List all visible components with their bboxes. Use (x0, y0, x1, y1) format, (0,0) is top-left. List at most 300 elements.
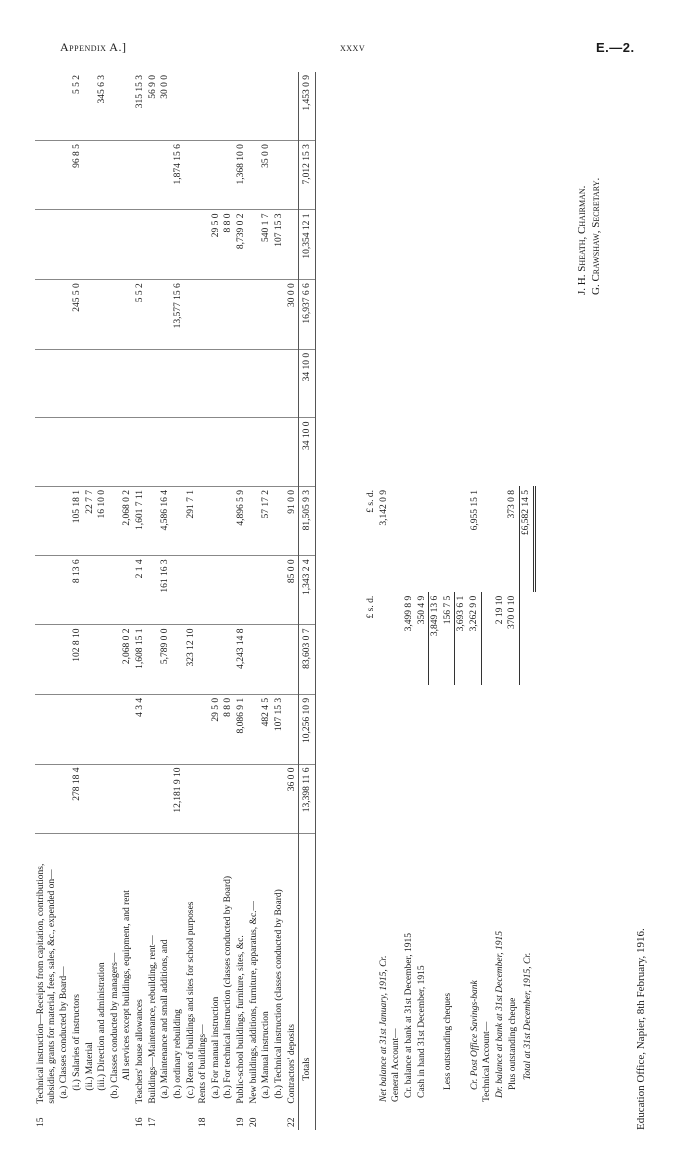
rotated-page-body (35, 30, 665, 1130)
row-amount: 56 9 0 (147, 72, 160, 141)
row-amount (134, 210, 147, 280)
row-number: 16 (135, 1117, 145, 1127)
row-amount (197, 625, 210, 694)
row-number (273, 1107, 286, 1130)
row-amount (273, 625, 286, 694)
row-amount (147, 280, 160, 350)
row-amount: 29 5 0 (210, 694, 223, 764)
row-amount (96, 694, 109, 764)
recon-line: Cr. Post Office Savings-bank (469, 980, 480, 1090)
row-amount (210, 349, 223, 418)
row-number (210, 1107, 223, 1130)
row-number (109, 1107, 122, 1130)
total-amount: 1,343 2 4 (298, 556, 316, 625)
row-amount: 16 10 0 (96, 487, 109, 556)
row-amount (235, 764, 248, 834)
recon-line: Plus outstanding cheque (507, 997, 518, 1090)
row-amount (248, 72, 261, 141)
recon-header: £ s. d. (366, 490, 376, 513)
table-row (71, 72, 84, 1130)
recon-line: General Account— (391, 1028, 402, 1102)
totals-row (298, 72, 316, 1130)
row-amount (147, 418, 160, 487)
recon-value: 2 19 10 (494, 595, 505, 625)
table-row (197, 72, 210, 1130)
row-amount (84, 764, 97, 834)
row-amount (235, 280, 248, 350)
row-amount (222, 141, 235, 210)
row-description: (b.) Classes conducted by managers— (109, 952, 120, 1099)
row-amount (147, 625, 160, 694)
recon-header: £ s. d. (366, 595, 376, 619)
row-amount (172, 556, 185, 625)
row-description: (a.) Manual instruction (261, 1011, 272, 1099)
row-amount (197, 487, 210, 556)
row-amount (147, 764, 160, 834)
row-amount (58, 210, 71, 280)
signature-block (575, 178, 604, 295)
recon-total: £6,582 14 5 (520, 486, 535, 592)
row-number (172, 1107, 185, 1130)
row-amount: 4,896 5 9 (235, 487, 248, 556)
row-amount: 36 0 0 (286, 764, 299, 834)
row-amount (58, 418, 71, 487)
row-amount (147, 694, 160, 764)
row-description: All services except buildings, equipment, and rent (122, 890, 133, 1081)
row-amount (109, 487, 122, 556)
recon-line: Net balance at 31st January, 1915, Cr. (378, 955, 389, 1102)
row-description: Technical instruction—Receipts from capitation, contributions, subsidies, grants for material, fees, sales, &c., expended on— (36, 863, 57, 1104)
row-amount (159, 141, 172, 210)
row-amount (159, 280, 172, 350)
row-amount (35, 764, 58, 834)
row-amount: 1,368 10 0 (235, 141, 248, 210)
row-amount: 102 8 10 (71, 625, 84, 694)
row-number (185, 1107, 198, 1130)
row-amount (96, 280, 109, 350)
row-amount: 29 5 0 (210, 210, 223, 280)
row-amount (96, 556, 109, 625)
row-amount (286, 694, 299, 764)
row-amount (197, 280, 210, 350)
table-row (147, 72, 160, 1130)
totals-label: Totals (298, 834, 316, 1107)
row-number (159, 1107, 172, 1130)
table-row (235, 72, 248, 1130)
row-amount: 8 13 6 (71, 556, 84, 625)
row-amount (58, 72, 71, 141)
row-amount (286, 349, 299, 418)
expenditure-table (35, 72, 316, 1130)
row-number (96, 1107, 109, 1130)
table-row (260, 72, 273, 1130)
row-amount (210, 556, 223, 625)
recon-line: Less outstanding cheques (443, 992, 454, 1090)
row-amount (84, 556, 97, 625)
row-amount (248, 210, 261, 280)
row-amount: 85 0 0 (286, 556, 299, 625)
row-amount (147, 487, 160, 556)
row-amount (286, 141, 299, 210)
row-amount (185, 141, 198, 210)
row-amount (260, 72, 273, 141)
row-amount (273, 418, 286, 487)
row-amount (147, 210, 160, 280)
row-amount: 5,789 0 0 (159, 625, 172, 694)
row-amount: 107 15 3 (273, 694, 286, 764)
total-amount: 83,603 0 7 (298, 625, 316, 694)
row-amount (286, 210, 299, 280)
row-amount (286, 418, 299, 487)
row-amount: 245 5 0 (71, 280, 84, 350)
row-amount: 1,601 7 11 (134, 487, 147, 556)
row-amount (109, 210, 122, 280)
row-amount (159, 349, 172, 418)
row-amount (121, 141, 134, 210)
row-amount (248, 349, 261, 418)
row-amount (273, 141, 286, 210)
row-amount: 22 7 7 (84, 487, 97, 556)
row-amount: 8,739 0 2 (235, 210, 248, 280)
row-amount: 8 8 0 (222, 210, 235, 280)
row-amount (185, 556, 198, 625)
row-amount: 291 7 1 (185, 487, 198, 556)
row-amount (185, 280, 198, 350)
row-amount (172, 349, 185, 418)
row-description: (a.) Classes conducted by Board— (59, 966, 70, 1099)
row-amount (248, 418, 261, 487)
row-amount (210, 625, 223, 694)
total-amount: 81,505 9 3 (298, 487, 316, 556)
row-amount (134, 418, 147, 487)
row-amount (35, 694, 58, 764)
row-amount: 278 18 4 (71, 764, 84, 834)
table-row (96, 72, 109, 1130)
total-amount: 10,256 10 9 (298, 694, 316, 764)
row-amount (58, 487, 71, 556)
row-description: (iii.) Direction and administration (97, 962, 108, 1091)
row-amount (71, 349, 84, 418)
row-amount (185, 418, 198, 487)
row-amount (109, 72, 122, 141)
row-amount (197, 141, 210, 210)
row-amount (210, 141, 223, 210)
table-row (35, 72, 58, 1130)
row-amount (147, 141, 160, 210)
row-amount (197, 694, 210, 764)
row-amount: 30 0 0 (286, 280, 299, 350)
row-number: 17 (147, 1117, 158, 1127)
row-amount (96, 141, 109, 210)
row-amount (109, 625, 122, 694)
table-row (109, 72, 122, 1130)
row-amount (185, 210, 198, 280)
row-amount (222, 280, 235, 350)
row-description: (b.) For technical instruction (classes conducted by Board) (223, 875, 234, 1099)
row-amount (96, 764, 109, 834)
row-amount (222, 487, 235, 556)
row-amount (35, 280, 58, 350)
row-amount: 540 1 7 (260, 210, 273, 280)
row-amount (96, 210, 109, 280)
row-amount (248, 556, 261, 625)
recon-line: Technical Account— (482, 1021, 493, 1102)
row-amount (222, 72, 235, 141)
row-amount (248, 625, 261, 694)
row-amount (121, 72, 134, 141)
recon-subtotal: 3,693 6 1 (456, 595, 467, 632)
row-amount (35, 556, 58, 625)
row-description: (a.) For manual instruction (210, 996, 221, 1099)
row-number (222, 1107, 235, 1130)
row-amount (222, 625, 235, 694)
row-amount (109, 694, 122, 764)
row-amount (260, 280, 273, 350)
row-amount (134, 141, 147, 210)
recon-subtotal: 3,849 13 6 (430, 595, 441, 637)
row-description: Public-school buildings, furniture, sites, &c. (236, 935, 246, 1104)
row-amount: 1,874 15 6 (172, 141, 185, 210)
row-amount (121, 418, 134, 487)
row-amount (197, 72, 210, 141)
row-amount (35, 349, 58, 418)
row-amount: 91 0 0 (286, 487, 299, 556)
row-amount (147, 349, 160, 418)
recon-value: 3,499 8 9 (403, 595, 414, 632)
row-amount (235, 418, 248, 487)
row-amount (71, 418, 84, 487)
row-amount (222, 349, 235, 418)
row-amount (71, 210, 84, 280)
row-amount: 107 15 3 (273, 210, 286, 280)
row-amount (35, 418, 58, 487)
row-number (84, 1107, 97, 1130)
row-amount: 5 5 2 (134, 280, 147, 350)
row-amount (235, 72, 248, 141)
row-amount (159, 694, 172, 764)
row-description: (ii.) Material (84, 1042, 95, 1091)
row-amount: 482 4 5 (260, 694, 273, 764)
row-amount (121, 556, 134, 625)
row-amount (121, 210, 134, 280)
row-description: (a.) Maintenance and small additions, and (160, 939, 171, 1099)
row-amount (222, 418, 235, 487)
row-amount (35, 141, 58, 210)
recon-line (365, 685, 378, 1106)
row-amount (273, 487, 286, 556)
row-amount: 4,243 14 8 (235, 625, 248, 694)
total-amount: 13,398 11 6 (298, 764, 316, 834)
row-amount (222, 556, 235, 625)
row-amount (109, 418, 122, 487)
row-amount (248, 280, 261, 350)
row-amount (197, 556, 210, 625)
row-amount (273, 280, 286, 350)
row-amount (84, 72, 97, 141)
table-row (248, 72, 261, 1130)
table-row (172, 72, 185, 1130)
row-amount (58, 625, 71, 694)
header-reference: E.—2. (596, 40, 635, 55)
row-amount (84, 418, 97, 487)
row-amount (273, 764, 286, 834)
row-number: 22 (286, 1117, 297, 1127)
row-amount (172, 487, 185, 556)
row-amount (84, 694, 97, 764)
row-description: Buildings—Maintenance, rebuilding, rent— (147, 935, 158, 1104)
row-amount (84, 210, 97, 280)
row-amount (58, 764, 71, 834)
row-amount (35, 625, 58, 694)
row-amount (109, 764, 122, 834)
total-amount: 34 10 0 (298, 349, 316, 418)
row-amount (121, 694, 134, 764)
row-description: (i.) Salaries of instructors (71, 994, 82, 1091)
total-amount: 7,012 15 3 (298, 141, 316, 210)
row-description: Rents of buildings— (198, 1024, 209, 1104)
row-amount: 8 8 0 (222, 694, 235, 764)
total-amount: 16,937 6 6 (298, 280, 316, 350)
row-amount (260, 625, 273, 694)
header-left: Appendix A.] (60, 40, 127, 54)
row-amount (197, 210, 210, 280)
row-amount (248, 694, 261, 764)
recon-value: 156 7 5 (442, 592, 455, 686)
row-amount (35, 210, 58, 280)
row-amount (185, 349, 198, 418)
table-row (58, 72, 71, 1130)
row-amount: 315 15 3 (134, 72, 147, 141)
row-description: (b.) ordinary rebuilding (172, 1009, 183, 1099)
recon-value: 370 0 10 (506, 592, 519, 686)
signature-chairman: J. H. Sheath, Chairman. (576, 185, 588, 295)
row-amount (210, 764, 223, 834)
row-amount (35, 72, 58, 141)
table-row (159, 72, 172, 1130)
table-row (121, 72, 134, 1130)
row-amount (58, 280, 71, 350)
row-description: (b.) Technical instruction (classes conducted by Board) (273, 889, 284, 1099)
row-amount (210, 487, 223, 556)
row-amount (121, 280, 134, 350)
recon-line: Cash in hand 31st December, 1915 (417, 965, 427, 1098)
row-number (71, 1107, 84, 1130)
row-description: Teachers' house allowances (135, 999, 145, 1104)
recon-line: Cr. balance at bank at 31st December, 1915 (403, 932, 414, 1098)
row-amount (260, 764, 273, 834)
row-amount (235, 556, 248, 625)
row-amount (84, 349, 97, 418)
recon-line: Total at 31st December, 1915, Cr. (522, 952, 533, 1080)
row-amount (248, 487, 261, 556)
balance-reconciliation (365, 486, 536, 1106)
row-amount (260, 349, 273, 418)
recon-value: 3,142 0 9 (378, 490, 389, 526)
row-amount (84, 625, 97, 694)
row-amount (159, 210, 172, 280)
row-amount (96, 418, 109, 487)
row-amount: 8,086 9 1 (235, 694, 248, 764)
row-amount (84, 280, 97, 350)
recon-line: Dr. balance at bank at 31st December, 1915 (494, 930, 505, 1098)
row-amount (260, 556, 273, 625)
row-amount (134, 764, 147, 834)
row-amount: 30 0 0 (159, 72, 172, 141)
row-amount: 345 6 3 (96, 72, 109, 141)
table-row (273, 72, 286, 1130)
row-number: 15 (36, 1117, 46, 1127)
row-amount (109, 141, 122, 210)
table-row (185, 72, 198, 1130)
row-amount (286, 625, 299, 694)
row-amount (273, 349, 286, 418)
row-amount (260, 418, 273, 487)
row-amount: 4,586 16 4 (159, 487, 172, 556)
row-amount (84, 141, 97, 210)
row-amount: 12,181 9 10 (172, 764, 185, 834)
row-amount: 96 8 5 (71, 141, 84, 210)
row-amount: 13,577 15 6 (172, 280, 185, 350)
row-amount (172, 418, 185, 487)
row-amount (35, 487, 58, 556)
table-row (286, 72, 299, 1130)
row-amount: 323 12 10 (185, 625, 198, 694)
table-row (84, 72, 97, 1130)
row-amount (58, 141, 71, 210)
table-row (134, 72, 147, 1130)
total-amount: 34 10 0 (298, 418, 316, 487)
row-amount (197, 418, 210, 487)
row-amount (197, 349, 210, 418)
row-amount (185, 764, 198, 834)
row-amount (134, 349, 147, 418)
row-description: New buildings, additions, furniture, apparatus, &c.— (248, 900, 259, 1104)
row-number: 20 (248, 1117, 259, 1127)
row-amount (58, 349, 71, 418)
row-amount: 4 3 4 (134, 694, 147, 764)
row-amount: 161 16 3 (159, 556, 172, 625)
row-amount (185, 694, 198, 764)
row-amount (58, 556, 71, 625)
row-amount (210, 72, 223, 141)
recon-value: 6,955 15 1 (469, 490, 480, 531)
row-amount (172, 210, 185, 280)
row-amount (159, 418, 172, 487)
row-amount (96, 349, 109, 418)
row-amount: 1,608 15 1 (134, 625, 147, 694)
recon-value: 373 0 8 (506, 486, 519, 592)
row-description: (c.) Rents of buildings and sites for school purposes (185, 901, 196, 1099)
header-page-number: xxxv (340, 40, 366, 54)
row-amount (210, 418, 223, 487)
row-amount (248, 764, 261, 834)
row-description: Contractors' deposits (286, 1024, 297, 1104)
total-amount: 1,453 0 9 (298, 72, 316, 141)
row-amount (121, 764, 134, 834)
total-amount: 10,354 12 1 (298, 210, 316, 280)
row-amount (71, 694, 84, 764)
row-amount (172, 694, 185, 764)
row-amount (197, 764, 210, 834)
signature-secretary: G. Crawshaw, Secretary. (590, 177, 603, 295)
row-amount (109, 349, 122, 418)
row-amount: 2 1 4 (134, 556, 147, 625)
row-amount (235, 349, 248, 418)
row-amount (159, 764, 172, 834)
row-amount (147, 556, 160, 625)
row-number: 18 (198, 1117, 209, 1127)
row-amount: 105 18 1 (71, 487, 84, 556)
